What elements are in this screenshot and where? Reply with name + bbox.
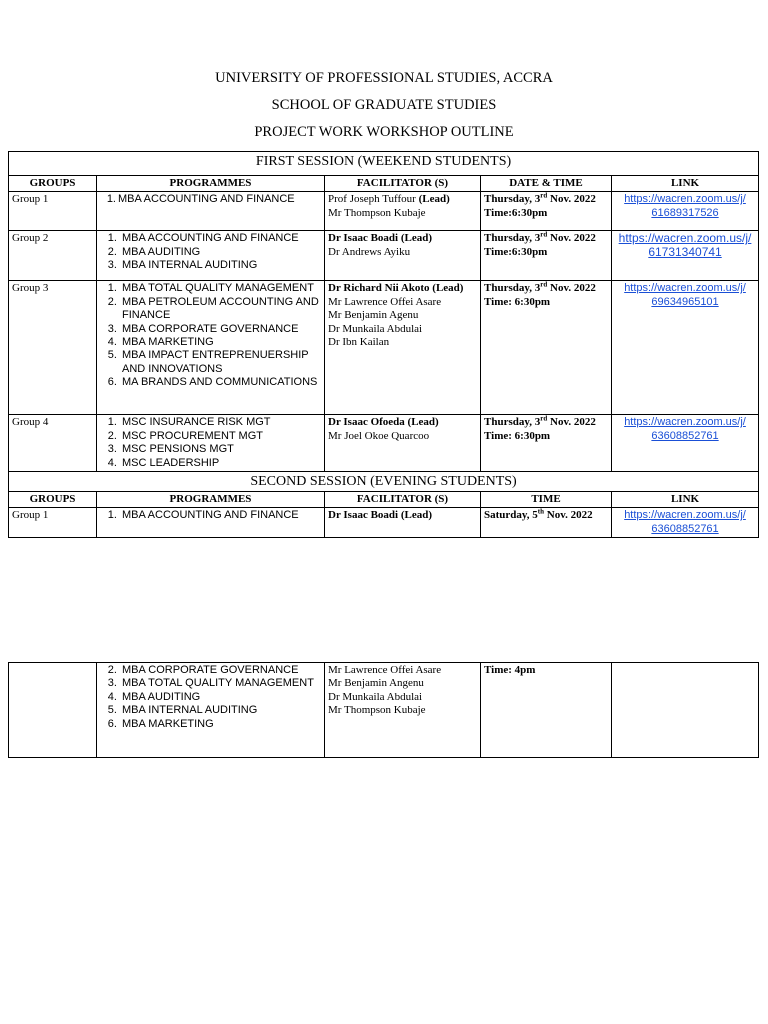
outline-title: PROJECT WORK WORKSHOP OUTLINE — [254, 124, 514, 140]
lead-facilitator: Dr Isaac Boadi (Lead) — [328, 509, 432, 522]
programme-item: 3. MBA TOTAL QUALITY MANAGEMENT — [120, 677, 321, 690]
programme-item: 1. MBA ACCOUNTING AND FINANCE — [120, 509, 321, 522]
link-part-1[interactable]: https://wacren.zoom.us/j/ — [624, 282, 746, 295]
group-cell: Group 3 — [9, 281, 97, 415]
second-session-title: SECOND SESSION (EVENING STUDENTS) — [9, 472, 759, 492]
table-row — [9, 192, 759, 231]
facilitator: Dr Munkaila Abdulai — [328, 322, 423, 335]
programme-item: 1. MBA ACCOUNTING AND FINANCE — [120, 232, 321, 245]
date-text: Thursday, 3 — [484, 193, 541, 206]
date-text: Saturday, 5 — [484, 509, 538, 522]
programmes-cell — [97, 231, 325, 281]
zoom-link[interactable] — [612, 231, 759, 281]
date-cell — [481, 508, 612, 538]
facilitators-cell — [325, 508, 481, 538]
programme-item: 4. MBA MARKETING — [120, 336, 321, 349]
facilitators-cell — [325, 663, 481, 758]
link-part-1[interactable]: https://wacren.zoom.us/j/ — [624, 193, 746, 206]
date-suffix: th — [537, 507, 545, 516]
zoom-link[interactable] — [612, 281, 759, 415]
link-cell — [612, 663, 759, 758]
first-session-title: FIRST SESSION (WEEKEND STUDENTS) — [9, 152, 759, 176]
date-time-cell — [481, 192, 612, 231]
date-month: Nov. 2022 — [547, 193, 596, 206]
programme-item: 1. MSC INSURANCE RISK MGT — [120, 416, 321, 429]
facilitators-cell — [325, 415, 481, 472]
facilitator: Mr Thompson Kubaje — [328, 704, 426, 717]
programme-item: 3. MBA CORPORATE GOVERNANCE — [120, 323, 321, 336]
workshop-table-page-1 — [8, 151, 759, 538]
facilitator: Mr Lawrence Offei Asare — [328, 295, 442, 308]
programme-item: 3. MSC PENSIONS MGT — [120, 443, 321, 456]
date-time-cell — [481, 281, 612, 415]
link-part-2[interactable]: 63608852761 — [651, 429, 719, 442]
programme-item: 4. MBA AUDITING — [120, 691, 321, 704]
facilitator: Dr Andrews Ayiku — [328, 245, 411, 258]
date-text: Thursday, 3 — [484, 232, 541, 245]
group-cell — [9, 663, 97, 758]
col-time: TIME — [481, 492, 612, 508]
facilitators-cell — [325, 231, 481, 281]
table-row — [9, 663, 759, 758]
zoom-link[interactable] — [612, 192, 759, 231]
programme-item: 2. MSC PROCUREMENT MGT — [120, 430, 321, 443]
facilitators-cell — [325, 192, 481, 231]
facilitator: Mr Benjamin Agenu — [328, 309, 419, 322]
date-suffix: rd — [540, 230, 548, 239]
facilitator: Mr Joel Okoe Quarcoo — [328, 429, 430, 442]
programmes-cell — [97, 192, 325, 231]
time-cell — [481, 663, 612, 758]
lead-facilitator: Prof Joseph Tuffour — [328, 193, 416, 206]
programme-item: 4. MSC LEADERSHIP — [120, 457, 321, 470]
lead-facilitator: Dr Isaac Boadi (Lead) — [328, 232, 432, 245]
col-programmes: PROGRAMMES — [97, 492, 325, 508]
lead-tag: (Lead) — [418, 193, 450, 206]
link-part-2[interactable]: 61731340741 — [648, 244, 722, 259]
date-month: Nov. 2022 — [547, 232, 596, 245]
time-text: Time:6:30pm — [484, 245, 548, 258]
col-groups: GROUPS — [9, 176, 97, 192]
time-text: Time: 4pm — [484, 664, 536, 676]
link-part-2[interactable]: 63608852761 — [651, 522, 719, 535]
university-title: UNIVERSITY OF PROFESSIONAL STUDIES, ACCRA — [215, 70, 553, 86]
col-facilitators: FACILITATOR (S) — [325, 176, 481, 192]
col-link: LINK — [612, 176, 759, 192]
link-part-2[interactable]: 61689317526 — [651, 206, 719, 219]
table-row — [9, 281, 759, 415]
programme-item: 2. MBA CORPORATE GOVERNANCE — [120, 664, 321, 677]
facilitator: Mr Lawrence Offei Asare — [328, 664, 442, 676]
programme-item: 2. MBA AUDITING — [120, 246, 321, 259]
date-suffix: rd — [540, 191, 548, 200]
date-text: Thursday, 3 — [484, 282, 541, 295]
date-month: Nov. 2022 — [547, 416, 596, 429]
group-cell: Group 1 — [9, 192, 97, 231]
date-text: Thursday, 3 — [484, 416, 541, 429]
lead-facilitator: Dr Isaac Ofoeda (Lead) — [328, 416, 439, 429]
group-cell: Group 2 — [9, 231, 97, 281]
date-time-cell — [481, 231, 612, 281]
facilitator: Mr Benjamin Angenu — [328, 677, 424, 690]
table-row — [9, 415, 759, 472]
date-month: Nov. 2022 — [547, 282, 596, 295]
zoom-link[interactable] — [612, 415, 759, 472]
group-cell: Group 4 — [9, 415, 97, 472]
time-text: Time: 6:30pm — [484, 429, 551, 442]
programme-item: 1. MBA TOTAL QUALITY MANAGEMENT — [120, 282, 321, 295]
facilitator: Mr Thompson Kubaje — [328, 206, 426, 219]
programme-item: MBA ACCOUNTING AND FINANCE — [118, 193, 295, 206]
programme-item: 2. MBA PETROLEUM ACCOUNTING AND FINANCE — [120, 296, 321, 323]
programme-item: 3. MBA INTERNAL AUDITING — [120, 259, 321, 272]
programme-item: 5. MBA IMPACT ENTREPRENUERSHIP AND INNOVATIONS — [120, 349, 321, 376]
facilitator: Dr Munkaila Abdulai — [328, 690, 423, 703]
time-text: Time:6:30pm — [484, 206, 548, 219]
link-part-1[interactable]: https://wacren.zoom.us/j/ — [618, 231, 752, 246]
workshop-table-page-2 — [8, 662, 759, 758]
table-row — [9, 231, 759, 281]
col-link: LINK — [612, 492, 759, 508]
col-groups: GROUPS — [9, 492, 97, 508]
lead-facilitator: Dr Richard Nii Akoto (Lead) — [328, 282, 464, 295]
facilitators-cell — [325, 281, 481, 415]
group-cell: Group 1 — [9, 508, 97, 538]
zoom-link[interactable] — [612, 508, 759, 538]
col-programmes: PROGRAMMES — [97, 176, 325, 192]
date-suffix: rd — [540, 280, 548, 289]
document-header — [0, 68, 768, 149]
programmes-cell — [97, 663, 325, 758]
link-part-1[interactable]: https://wacren.zoom.us/j/ — [624, 509, 746, 522]
programme-item: 6. MA BRANDS AND COMMUNICATIONS — [120, 376, 321, 389]
programmes-cell — [97, 415, 325, 472]
facilitator: Dr Ibn Kailan — [328, 336, 390, 349]
date-time-cell — [481, 415, 612, 472]
list-number: 1. — [106, 193, 116, 206]
link-part-2[interactable]: 69634965101 — [651, 295, 719, 308]
table-row — [9, 508, 759, 538]
school-title: SCHOOL OF GRADUATE STUDIES — [271, 97, 497, 113]
programmes-cell — [97, 508, 325, 538]
time-text: Time: 6:30pm — [484, 295, 551, 308]
col-facilitators: FACILITATOR (S) — [325, 492, 481, 508]
programme-item: 6. MBA MARKETING — [120, 718, 321, 731]
col-date-time: DATE & TIME — [481, 176, 612, 192]
programme-item: 5. MBA INTERNAL AUDITING — [120, 704, 321, 717]
link-part-1[interactable]: https://wacren.zoom.us/j/ — [624, 416, 746, 429]
programmes-cell — [97, 281, 325, 415]
date-month: Nov. 2022 — [544, 509, 593, 522]
date-suffix: rd — [540, 414, 548, 423]
